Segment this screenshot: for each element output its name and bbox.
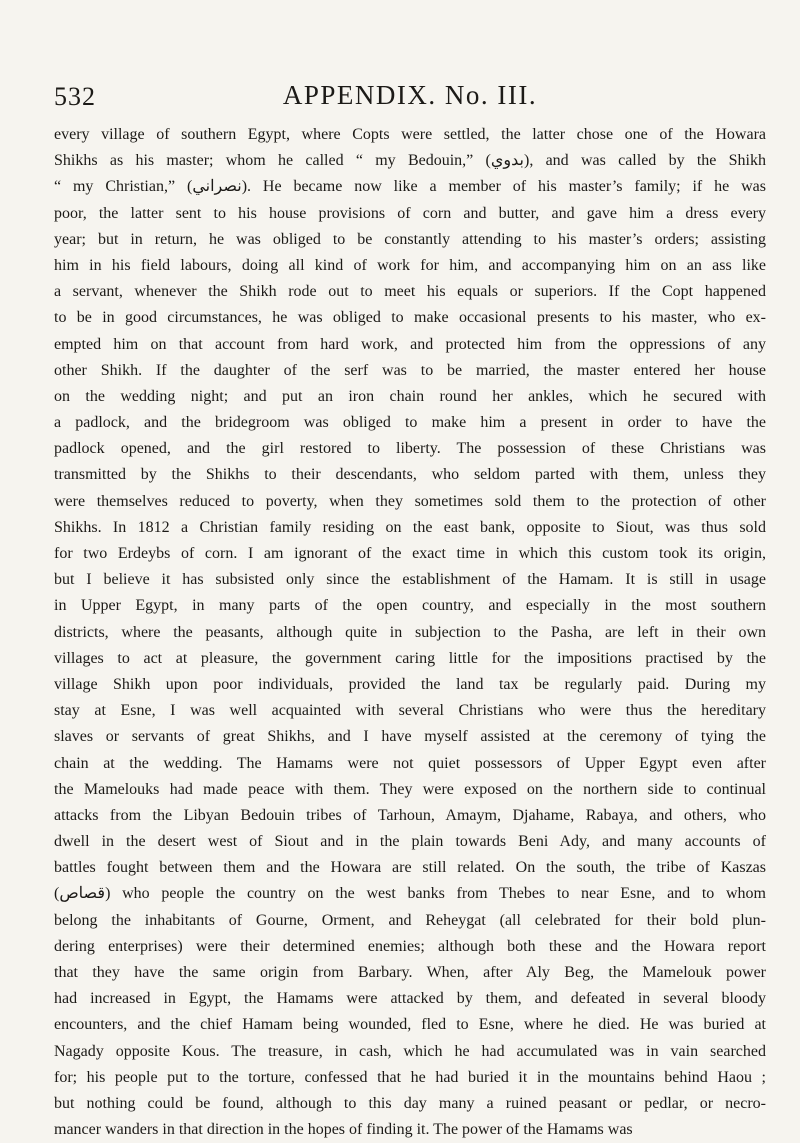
- text-line: stay at Esne, I was well acquainted with several Christians who were thus the hereditary: [54, 702, 766, 720]
- text-line: Shikhs as his master; whom he called “ my Bedouin,” (بدوي), and was called by the Shikh: [54, 152, 767, 170]
- text-line: on the wedding night; and put an iron chain round her ankles, which he secured with: [54, 387, 766, 405]
- text-line: every village of southern Egypt, where Copts were settled, the latter chose one of the Howara: [54, 126, 766, 143]
- page-header: [54, 80, 766, 114]
- text-line: battles fought between them and the Howara are still related. On the south, the tribe of Kaszas: [54, 859, 766, 877]
- text-line: districts, where the peasants, although quite in subjection to the Pasha, are left in their own: [54, 623, 766, 641]
- text-line: for two Erdeybs of corn. I am ignorant of the exact time in which this custom took its origin,: [54, 545, 766, 562]
- text-line: to be in good circumstances, he was obliged to make occasional presents to his master, who ex-: [54, 309, 766, 327]
- running-title: APPENDIX. No. III.: [282, 80, 538, 110]
- text-line: belong the inhabitants of Gourne, Orment, and Reheygat (all celebrated for their bold plun-: [54, 911, 766, 929]
- text-line: in Upper Egypt, in many parts of the open country, and especially in the most southern: [54, 597, 766, 615]
- text-line: for; his people put to the torture, confessed that he had buried it in the mountains behind Haou ;: [54, 1068, 766, 1086]
- text-line: chain at the wedding. The Hamams were not quiet possessors of Upper Egypt even after: [54, 754, 766, 772]
- text-line: had increased in Egypt, the Hamams were attacked by them, and defeated in several bloody: [54, 990, 766, 1008]
- text-line: the Mamelouks had made peace with them. They were exposed on the northern side to continual: [54, 780, 766, 798]
- text-line: dering enterprises) were their determined enemies; although both these and the Howara report: [54, 937, 766, 955]
- text-line: villages to act at pleasure, the government caring little for the impositions practised by the: [54, 649, 766, 667]
- text-line: “ my Christian,” (نصراني). He became now like a member of his master’s family; if he was: [54, 178, 767, 196]
- text-line: transmitted by the Shikhs to their descendants, who seldom parted with them, unless they: [54, 466, 766, 484]
- text-line: poor, the latter sent to his house provisions of corn and butter, and gave him a dress every: [54, 204, 766, 222]
- text-line: were themselves reduced to poverty, when they sometimes sold them to the protection of other: [54, 492, 766, 510]
- text-line: him in his field labours, doing all kind of work for him, and accompanying him on an ass like: [54, 256, 766, 274]
- text-line: empted him on that account from hard work, and protected him from the oppressions of any: [54, 335, 766, 353]
- text-line: dwell in the desert west of Siout and in the plain towards Beni Ady, and many accounts of: [54, 833, 766, 851]
- text-line: but nothing could be found, although to this day many a ruined peasant or pedlar, or necro-: [54, 1094, 766, 1112]
- text-line: a padlock, and the bridegroom was obliged to make him a present in order to have the: [54, 414, 766, 432]
- page-number: 532: [54, 82, 96, 111]
- text-line: year; but in return, he was obliged to be constantly attending to his master’s orders; assisting: [54, 230, 766, 248]
- text-line: Shikhs. In 1812 a Christian family residing on the east bank, opposite to Siout, was thus sold: [54, 518, 766, 536]
- text-line: village Shikh upon poor individuals, provided the land tax be regularly paid. During my: [54, 675, 766, 693]
- text-line: padlock opened, and the girl restored to liberty. The possession of these Christians was: [54, 440, 766, 458]
- text-line: mancer wanders in that direction in the hopes of finding it. The power of the Hamams was: [54, 1121, 633, 1139]
- body-text: [54, 122, 766, 1143]
- text-line: encounters, and the chief Hamam being wounded, fled to Esne, where he died. He was buried at: [54, 1016, 766, 1034]
- text-line: other Shikh. If the daughter of the serf was to be married, the master entered her house: [54, 361, 766, 379]
- text-line: attacks from the Libyan Bedouin tribes of Tarhoun, Amaym, Djahame, Rabaya, and others, who: [54, 806, 766, 824]
- text-line: (قصاص) who people the country on the west banks from Thebes to near Esne, and to whom: [54, 885, 766, 903]
- text-line: slaves or servants of great Shikhs, and I have myself assisted at the ceremony of tying the: [54, 728, 766, 746]
- text-line: that they have the same origin from Barbary. When, after Aly Beg, the Mamelouk power: [54, 964, 766, 981]
- text-line: Nagady opposite Kous. The treasure, in cash, which he had accumulated was in vain searched: [54, 1042, 766, 1060]
- text-line: but I believe it has subsisted only since the establishment of the Hamam. It is still in usage: [54, 571, 766, 589]
- text-line: a servant, whenever the Shikh rode out to meet his equals or superiors. If the Copt happened: [54, 283, 766, 301]
